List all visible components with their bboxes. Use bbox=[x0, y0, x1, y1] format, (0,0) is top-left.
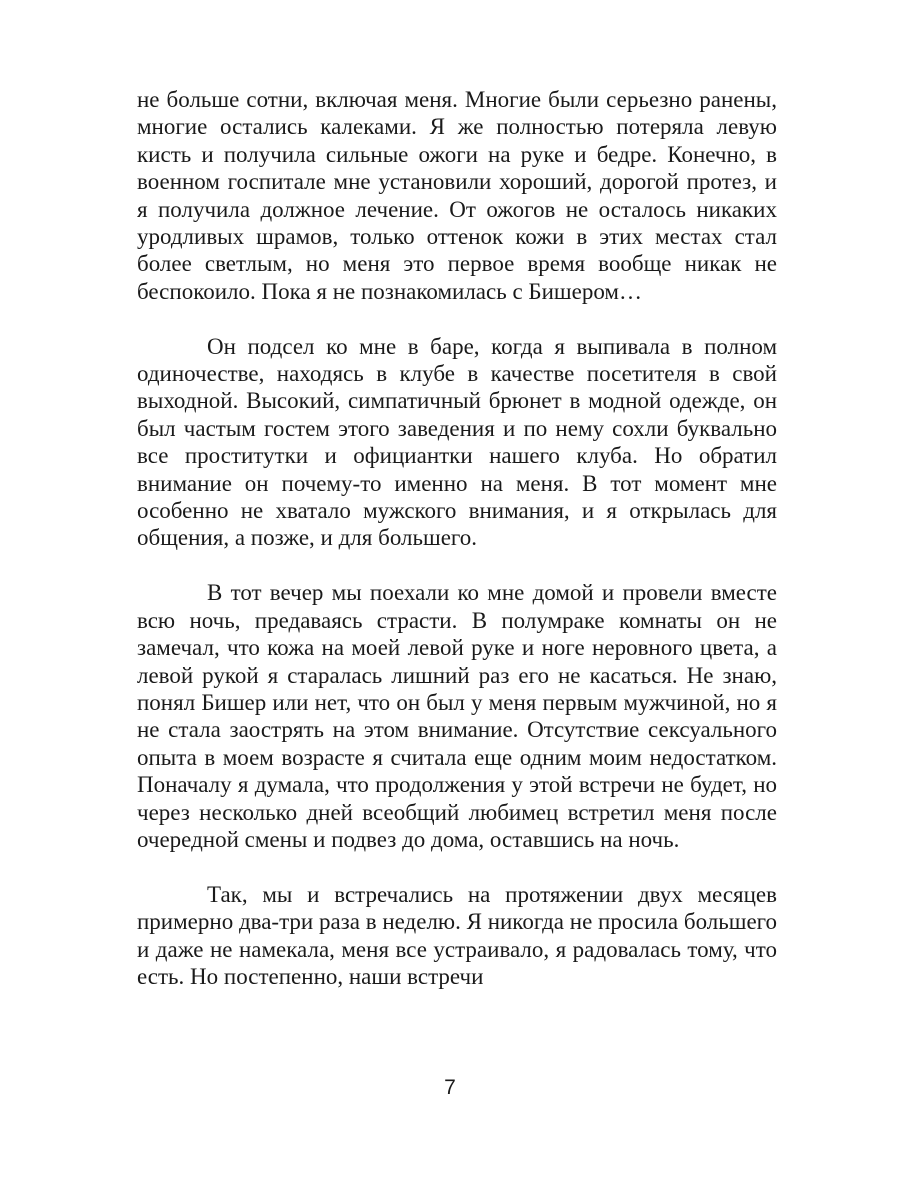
page-number: 7 bbox=[444, 1076, 456, 1099]
paragraph-4: Так, мы и встречались на протяжении двух месяцев примерно два-три раза в неделю. Я никогда не просила большего и даже не намекала, меня все устраивало, я радовалась тому, что есть. Но постепенно, наши встречи bbox=[137, 881, 778, 989]
paragraph-1: не больше сотни, включая меня. Многие были серьезно ранены, многие остались калеками. Я же полностью потеряла левую кисть и получила сильные ожоги на руке и бедре. Конечно, в военном госпитале мне установили хороший, дорогой протез, и я получила должное лечение. От ожогов не осталось никаких уродливых шрамов, только оттенок кожи в этих местах стал более светлым, но меня это первое время вообще никак не беспокоило. Пока я не познакомилась с Бишером… bbox=[137, 87, 777, 304]
paragraph-2: Он подсел ко мне в баре, когда я выпивала в полном одиночестве, находясь в клубе в качестве посетителя в свой выходной. Высокий, симпатичный брюнет в модной одежде, он был частым гостем этого заведения и по нему сохли буквально все проститутки и официантки нашего клуба. Но обратил внимание он почему-то именно на меня. В тот момент мне особенно не хватало мужского внимания, и я открылась для общения, а позже, и для большего. bbox=[137, 333, 777, 551]
paragraph-3: В тот вечер мы поехали ко мне домой и провели вместе всю ночь, предаваясь страсти. В полумраке комнаты он не замечал, что кожа на моей левой руке и ноге неровного цвета, а левой рукой я старалась лишний раз его не касаться. Не знаю, понял Бишер или нет, что он был у меня первым мужчиной, но я не стала заострять на этом внимание. Отсутствие сексуального опыта в моем возрасте я считала еще одним моим недостатком. Поначалу я думала, что продолжения у этой встречи не будет, но через несколько дней всеобщий любимец встретил меня после очередной смены и подвез до дома, оставшись на ночь. bbox=[137, 580, 777, 852]
body-text bbox=[137, 86, 777, 990]
